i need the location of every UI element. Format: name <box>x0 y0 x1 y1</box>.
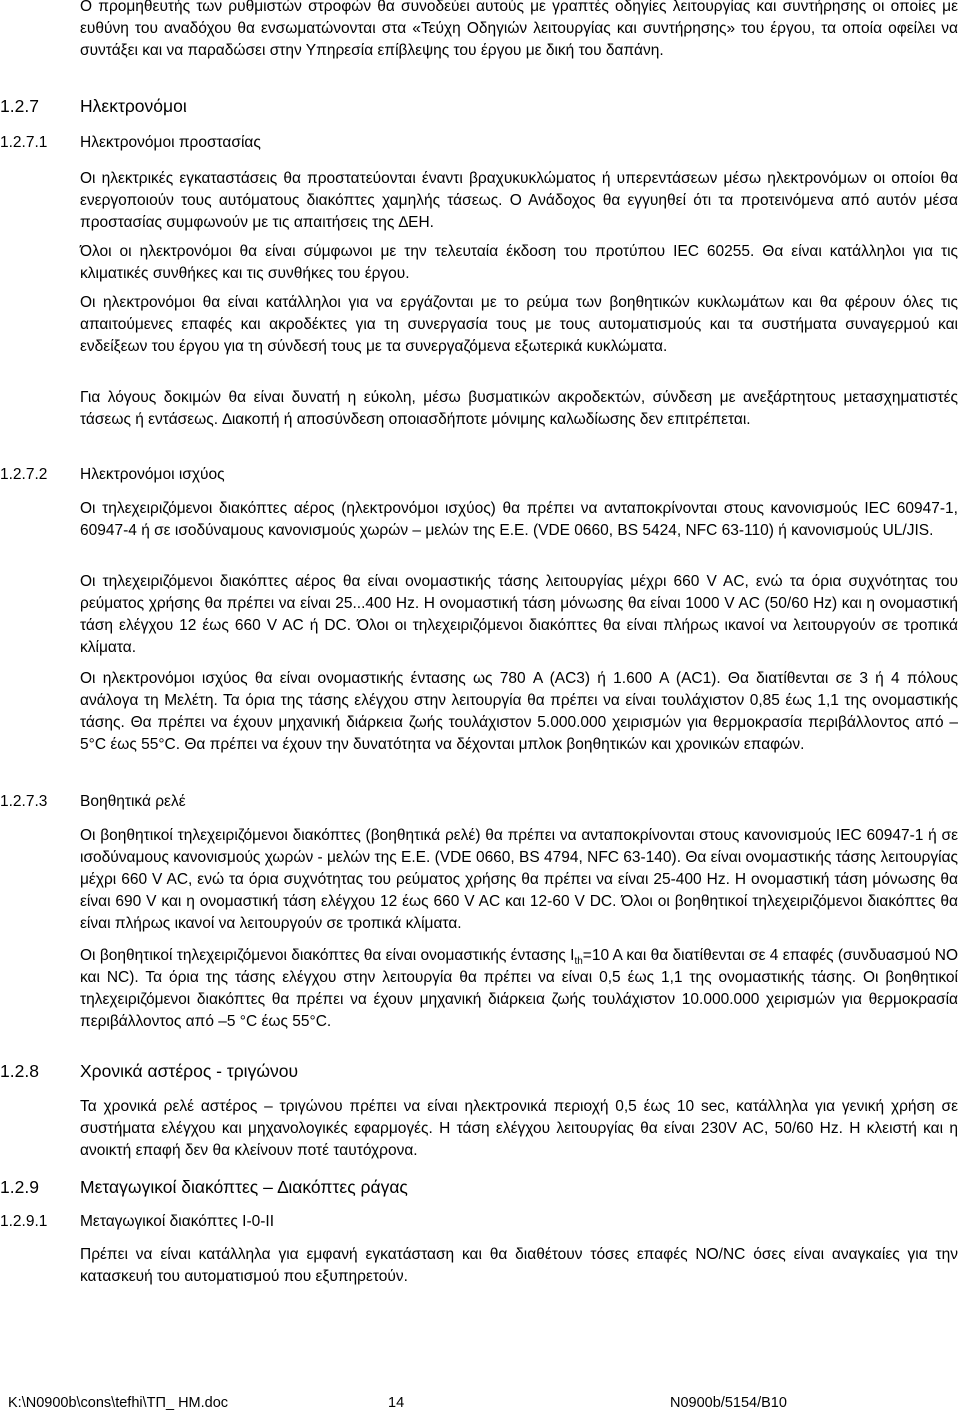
intro-paragraph: Ο προμηθευτής των ρυθμιστών στροφών θα συνοδεύει αυτούς με γραπτές οδηγίες λειτουργίας και συντήρησης οι οποίες με ευθύνη του αναδόχου θα ενσωματώνονται στα «Τεύχη Οδηγιών λειτουργίας και συντήρησης» του έργου, τα οποία οφείλει να συντάξει και να παραδώσει στην Υπηρεσία επίβλεψης του έργου με δική του δαπάνη. <box>80 0 958 59</box>
protection-relays-paragraph-3: Οι ηλεκτρονόμοι θα είναι κατάλληλοι για να εργάζονται με το ρεύμα των βοηθητικών κυκλωμάτων και θα φέρουν όλες τις απαιτούμενες επαφές και ακροδέκτες για τη συνεργασία τους με τους αυτοματισμούς και τα συστήματα συναγερμού και ενδείξεων του έργου για τη σύνδεσή τους με τα συνεργαζόμενα εξωτερικά κυκλώματα. <box>80 294 958 355</box>
power-relays-paragraph-1: Οι τηλεχειριζόμενοι διακόπτες αέρος (ηλεκτρονόμοι ισχύος) θα πρέπει να ανταποκρίνονται στους κανονισμούς IEC 60947-1, 60947-4 ή σε ισοδύναμους κανονισμούς χωρών – μελών της Ε.Ε. (VDE 0660, BS 5424, NFC 63-110) ή κανονισμούς UL/JIS. <box>80 500 958 539</box>
star-delta-timers-paragraph: Τα χρονικά ρελέ αστέρος – τριγώνου πρέπει να είναι ηλεκτρονικά περιοχή 0,5 έως 10 sec, κατάλληλα για γενική χρήση σε συστήματα ελέγχου και μηχανολογικές εφαρμογές. Η τάση ελέγχου λειτουργίας θα είναι 230V AC, 50/60 Hz. Η κλειστή και η ανοικτή επαφή δεν θα κλείνουν ποτέ ταυτόχρονα. <box>80 1098 958 1159</box>
protection-relays-paragraph-1: Οι ηλεκτρικές εγκαταστάσεις θα προστατεύονται έναντι βραχυκυκλώματος ή υπερεντάσεων μέσω ηλεκτρονόμων οι οποίοι θα ενεργοποιούν τους αυτόματους διακόπτες χαμηλής τάσεως. Ο Ανάδοχος θα εγγυηθεί ότι τα προτεινόμενα από αυτόν μέσα προστασίας συμφωνούν με τις απαιτήσεις της ∆ΕΗ. <box>80 170 958 231</box>
auxiliary-relays-paragraph-2 <box>80 945 958 1033</box>
heading-number: 1.2.7.3 <box>0 793 48 810</box>
footer-file-path: K:\N0900b\cons\tefhi\ΤΠ_ ΗΜ.doc <box>8 1395 229 1411</box>
heading-title: Μεταγωγικοί διακόπτες I-0-II <box>80 1213 275 1230</box>
heading-title: Ηλεκτρονόμοι προστασίας <box>80 134 261 151</box>
heading-number: 1.2.9.1 <box>0 1213 48 1230</box>
changeover-switches-paragraph: Πρέπει να είναι κατάλληλα για εμφανή εγκατάσταση και θα διαθέτουν τόσες επαφές NO/NC όσες είναι αναγκαίες για την κατασκευή του αυτοματισμού που εξυπηρετούν. <box>80 1246 958 1285</box>
heading-title: Ηλεκτρονόμοι <box>80 96 187 116</box>
subscript-th: th <box>574 956 583 968</box>
auxiliary-relays-paragraph-1: Οι βοηθητικοί τηλεχειριζόμενοι διακόπτες (βοηθητικά ρελέ) θα πρέπει να ανταποκρίνονται στους κανονισμούς IEC 60947-1 ή σε ισοδύναμους κανονισμούς χωρών - μελών της Ε.Ε. (VDE 0660, BS 4794, NFC 63-140). Θα είναι ονομαστικής τάσης λειτουργίας μέχρι 660 V AC, ενώ τα όρια συχνότητας του ρεύματος χρήσης θα πρέπει να είναι 25-400 Hz. Η ονομαστική τάση μόνωσης θα είναι 690 V και η ονομαστική τάση ελέγχου 12 έως 660 V AC και 12-60 V DC. Όλοι οι βοηθητικοί τηλεχειριζόμενοι διακόπτες θα είναι πλήρως ικανοί να λειτουργούν σε τροπικά κλίματα. <box>80 827 958 932</box>
heading-number: 1.2.7 <box>0 96 39 116</box>
heading-number: 1.2.8 <box>0 1061 39 1081</box>
heading-title: Βοηθητικά ρελέ <box>80 793 186 810</box>
heading-title: Χρονικά αστέρος - τριγώνου <box>80 1061 299 1081</box>
heading-number: 1.2.7.2 <box>0 466 48 483</box>
footer-document-ref: N0900b/5154/B10 <box>670 1395 787 1411</box>
power-relays-paragraph-2: Οι τηλεχειριζόμενοι διακόπτες αέρος θα είναι ονομαστικής τάσης λειτουργίας μέχρι 660 V AC, ενώ τα όρια συχνότητας του ρεύματος χρήσης θα πρέπει να είναι 25...400 Hz. Η ονομαστική τάση μόνωσης θα είναι 1000 V AC (50/60 Hz) και η ονομαστική τάση ελέγχου 12 έως 660 V AC ή DC. Όλοι οι τηλεχειριζόμενοι διακόπτες θα είναι πλήρως ικανοί να λειτουργούν σε τροπικά κλίματα. <box>80 573 958 656</box>
text-run: =10 A και θα διατίθενται σε 4 επαφές (συνδυασμού ΝΟ και NC). Τα όρια της τάσης ελέγχου στην λειτουργία θα πρέπει να είναι 0,5 έως 1,1 της ονομαστικής τάσης. Οι βοηθητικοί τηλεχειριζόμενοι διακόπτες θα πρέπει να έχουν μηχανική διάρκεια ζωής τουλάχιστον 10.000.000 χειρισμών για θερμοκρασία περιβάλλοντος από –5 °C έως 55°C. <box>80 947 959 1030</box>
footer-page-number: 14 <box>388 1395 405 1411</box>
heading-number: 1.2.9 <box>0 1177 39 1197</box>
heading-number: 1.2.7.1 <box>0 134 48 151</box>
protection-relays-paragraph-4: Για λόγους δοκιμών θα είναι δυνατή η εύκολη, μέσω βυσματικών ακροδεκτών, σύνδεση με ανεξάρτητους μετασχηματιστές τάσεως ή εντάσεως. ∆ιακοπή ή αποσύνδεση οποιασδήποτε μόνιμης καλωδίωσης δεν επιτρέπεται. <box>80 389 958 428</box>
heading-title: Ηλεκτρονόμοι ισχύος <box>80 466 225 483</box>
protection-relays-paragraph-2: Όλοι οι ηλεκτρονόμοι θα είναι σύμφωνοι με την τελευταία έκδοση του προτύπου IEC 60255. Θα είναι κατάλληλοι για τις κλιματικές συνθήκες και τις συνθήκες του έργου. <box>80 243 958 282</box>
text-run: Οι βοηθητικοί τηλεχειριζόμενοι διακόπτες θα είναι ονομαστικής έντασης I <box>80 947 575 964</box>
power-relays-paragraph-3: Οι ηλεκτρονόμοι ισχύος θα είναι ονομαστικής έντασης ως 780 A (AC3) ή 1.600 A (AC1). Θα διατίθενται σε 3 ή 4 πόλους ανάλογα τη Μελέτη. Τα όρια της τάσης ελέγχου στην λειτουργία θα πρέπει να είναι τουλάχιστον 0,85 έως 1,1 της ονομαστικής τάσης. Θα πρέπει να έχουν μηχανική διάρκεια ζωής τουλάχιστον 5.000.000 χειρισμών για θερμοκρασία περιβάλλοντος από –5°C έως 55°C. Θα πρέπει να έχουν την δυνατότητα να δέχονται μπλοκ βοηθητικών και χρονικών επαφών. <box>80 670 958 753</box>
heading-title: Μεταγωγικοί διακόπτες – ∆ιακόπτες ράγας <box>80 1177 408 1197</box>
